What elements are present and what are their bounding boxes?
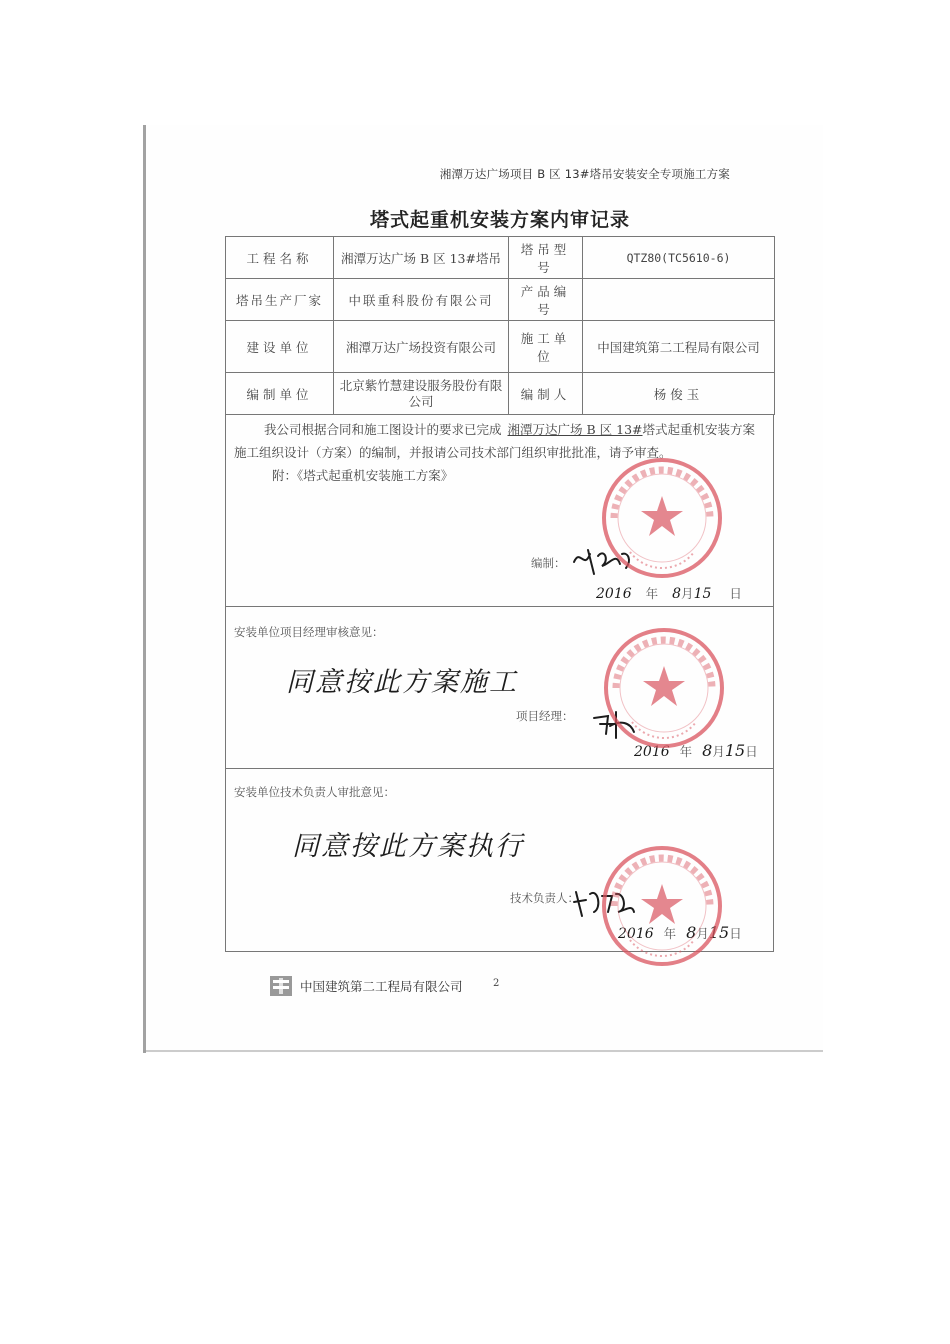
date-day-unit: 日 (745, 744, 758, 759)
manufacturer-label: 塔吊生产厂家 (226, 279, 334, 321)
date-year-unit: 年 (663, 926, 677, 941)
date-month-unit: 月 (681, 586, 694, 601)
footer (270, 976, 463, 999)
company-seal (600, 844, 724, 968)
project-name-value: 湘潭万达广场 B 区 13#塔吊 (334, 237, 509, 279)
manager-review-heading: 安装单位项目经理审核意见： (234, 625, 384, 639)
manager-opinion: 同意按此方案施工 (286, 667, 518, 698)
company-seal (602, 626, 726, 750)
project-name-label: 工程名称 (226, 237, 334, 279)
date-day-unit: 日 (729, 926, 742, 941)
crane-model-label: 塔吊型号 (509, 237, 583, 279)
product-no-value (583, 279, 775, 321)
company-logo-icon (270, 976, 292, 999)
prepared-date (596, 582, 742, 606)
table-row (226, 321, 775, 373)
date-year: 2016 (634, 744, 670, 760)
manufacturer-value: 中联重科股份有限公司 (334, 279, 509, 321)
preparer-label: 编制人 (509, 373, 583, 415)
technical-opinion: 同意按此方案执行 (292, 831, 524, 862)
date-day: 15 (708, 923, 730, 942)
statement-text-2: 塔式起重机安装方案 (642, 422, 756, 437)
company-seal (600, 456, 724, 580)
date-year-unit: 年 (645, 586, 659, 601)
table-row (226, 237, 775, 279)
date-year: 2016 (618, 926, 654, 942)
date-month-unit: 月 (712, 744, 725, 759)
preparation-statement (264, 418, 774, 441)
contractor-value: 中国建筑第二工程局有限公司 (583, 321, 775, 373)
date-year: 2016 (596, 586, 632, 602)
document-header: 湘潭万达广场项目 B 区 13#塔吊安装安全专项施工方案 (439, 167, 730, 181)
date-month: 8 (702, 741, 713, 760)
contractor-label: 施工单位 (509, 321, 583, 373)
statement-project: 湘潭万达广场 B 区 13# (507, 422, 643, 437)
date-year-unit: 年 (679, 744, 693, 759)
prepared-unit-value: 北京紫竹慧建设服务股份有限公司 (334, 373, 509, 415)
technical-sign-label: 技术负责人： (510, 891, 579, 905)
date-day: 15 (693, 586, 712, 602)
statement-text: 我公司根据合同和施工图设计的要求已完成 (264, 422, 502, 437)
date-month: 8 (672, 586, 682, 602)
date-day: 15 (724, 741, 746, 760)
date-day-unit: 日 (729, 586, 742, 601)
table-row (226, 279, 775, 321)
technical-approval-heading: 安装单位技术负责人审批意见： (234, 785, 395, 799)
scan-bottom-line (143, 1050, 823, 1052)
product-no-label: 产品编号 (509, 279, 583, 321)
attachment-note: 附：《塔式起重机安装施工方案》 (272, 468, 454, 483)
manager-sign-label: 项目经理： (516, 709, 574, 723)
footer-company: 中国建筑第二工程局有限公司 (299, 979, 463, 994)
page-number: 2 (493, 978, 500, 989)
preparer-value: 杨俊玉 (583, 373, 775, 415)
prepared-unit-label: 编制单位 (226, 373, 334, 415)
owner-value: 湘潭万达广场投资有限公司 (334, 321, 509, 373)
page-title: 塔式起重机安装方案内审记录 (369, 209, 630, 231)
date-month: 8 (686, 923, 697, 942)
preparer-sign-label: 编制： (531, 556, 566, 570)
info-table (225, 236, 775, 415)
date-month-unit: 月 (696, 926, 709, 941)
scan-edge-shadow (143, 125, 146, 1053)
crane-model-value: QTZ80(TC5610-6) (583, 237, 775, 279)
table-row (226, 373, 775, 415)
owner-label: 建设单位 (226, 321, 334, 373)
preparation-statement-line2: 施工组织设计（方案）的编制，并报请公司技术部门组织审批批准，请予审查。 (234, 445, 672, 460)
